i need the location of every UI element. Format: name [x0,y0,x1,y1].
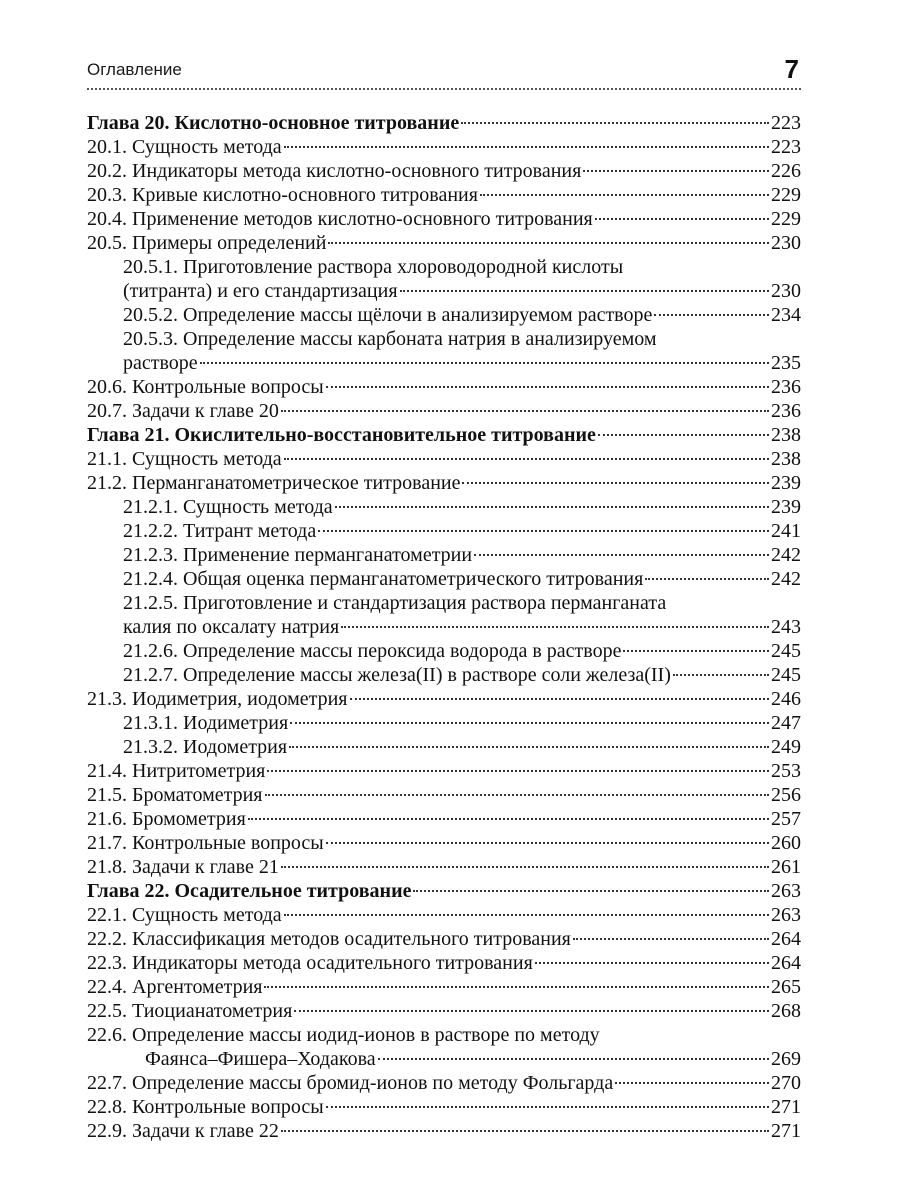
leader-dots [265,794,770,796]
toc-title: 21.2.2. Титрант метода [123,520,317,542]
toc-title: 22.6. Определение массы иодид-ионов в растворе по методу [87,1024,600,1046]
toc-title: 20.2. Индикаторы метода кислотно-основного титрования [87,160,582,182]
toc-title: 21.6. Бромометрия [87,808,246,830]
toc-subsection[interactable] [87,663,801,687]
leader-dots [535,962,769,964]
leader-dots [341,626,769,628]
toc-page: 236 [771,400,801,422]
toc-subsection[interactable] [87,639,801,663]
toc-subsection[interactable] [87,495,801,519]
toc-title: 22.7. Определение массы бромид-ионов по методу Фольгарда [87,1072,614,1094]
toc-page: 223 [771,136,801,158]
toc-section[interactable] [87,759,801,783]
toc-section[interactable] [87,927,801,951]
toc-title: 21.3.2. Иодометрия [123,736,288,758]
leader-dots [290,722,769,724]
leader-dots [294,1010,769,1012]
leader-dots [378,1058,769,1060]
toc-title: 21.5. Броматометрия [87,784,263,806]
leader-dots [462,482,769,484]
toc-page: 234 [771,304,801,326]
leader-dots [284,146,769,148]
toc-section[interactable] [87,231,801,255]
toc-page: 270 [771,1072,801,1094]
toc-page: 235 [771,352,801,374]
toc-section[interactable] [87,687,801,711]
leader-dots [289,746,769,748]
leader-dots [281,410,769,412]
toc-page: 223 [771,112,801,134]
toc-title-continued: Фаянса–Фишера–Ходакова [145,1048,376,1070]
toc-title: 21.7. Контрольные вопросы [87,832,324,854]
toc-section[interactable] [87,975,801,999]
toc-page: 263 [771,880,801,902]
leader-dots [654,314,769,316]
toc-page: 247 [771,712,801,734]
toc-title: 21.2. Перманганатометрическое титрование [87,472,461,494]
toc-page: 243 [771,616,801,638]
toc-title: Глава 22. Осадительное титрование [87,880,412,902]
leader-dots [413,890,769,892]
toc-title-continued: (титранта) и его стандартизация [123,280,398,302]
toc-page: 265 [771,976,801,998]
leader-dots [200,362,769,364]
leader-dots [284,914,769,916]
toc-page: 253 [771,760,801,782]
toc-title: 21.2.1. Сущность метода [123,496,333,518]
toc-page: 238 [771,448,801,470]
toc-page: 241 [771,520,801,542]
leader-dots [248,818,769,820]
toc-page: 264 [771,928,801,950]
toc-title: 20.1. Сущность метода [87,136,282,158]
toc-section[interactable] [87,807,801,831]
toc-title: 21.2.4. Общая оценка перманганатометрического титрования [123,568,644,590]
toc-section[interactable] [87,207,801,231]
toc-page: 238 [771,424,801,446]
toc-section[interactable] [87,159,801,183]
toc-section[interactable] [87,1023,801,1071]
toc-section[interactable] [87,999,801,1023]
toc-section[interactable] [87,183,801,207]
toc-section[interactable] [87,1071,801,1095]
toc-title-continued: калия по оксалату натрия [123,616,340,638]
leader-dots [335,506,769,508]
toc-page: 261 [771,856,801,878]
toc-page: 226 [771,160,801,182]
toc-page: 242 [771,568,801,590]
toc-section[interactable] [87,399,801,423]
leader-dots [573,938,769,940]
toc-title: 22.8. Контрольные вопросы [87,1096,324,1118]
toc-title: 21.2.6. Определение массы пероксида водорода в растворе [123,640,622,662]
toc-page: 257 [771,808,801,830]
toc-chapter[interactable] [87,879,801,903]
toc-section[interactable] [87,471,801,495]
toc-page: 249 [771,736,801,758]
leader-dots [326,386,769,388]
leader-dots [461,122,769,124]
leader-dots [645,578,769,580]
toc-section[interactable] [87,951,801,975]
toc-subsection[interactable] [87,519,801,543]
leader-dots [326,842,769,844]
toc-page: 230 [771,232,801,254]
toc-title: 20.3. Кривые кислотно-основного титрования [87,184,478,206]
toc-subsection[interactable] [87,591,801,639]
toc-subsection[interactable] [87,711,801,735]
leader-dots [598,434,769,436]
leader-dots [673,674,769,676]
leader-dots [284,458,769,460]
toc-title: 22.4. Аргентометрия [87,976,263,998]
toc-section[interactable] [87,447,801,471]
toc-subsection[interactable] [87,303,801,327]
toc-section[interactable] [87,1119,801,1143]
toc-page: 245 [771,664,801,686]
toc-title: 20.7. Задачи к главе 20 [87,400,279,422]
toc-title: 20.5.3. Определение массы карбоната натрия в анализируемом [123,328,657,350]
toc-page: 271 [771,1120,801,1142]
toc-title: 20.5.2. Определение массы щёлочи в анализируемом растворе [123,304,653,326]
toc-title: 21.1. Сущность метода [87,448,282,470]
leader-dots [400,290,769,292]
toc-page: 263 [771,904,801,926]
leader-dots [595,218,769,220]
toc-title: 22.9. Задачи к главе 22 [87,1120,279,1142]
toc-title: Глава 21. Окислительно-восстановительное титрование [87,424,596,446]
leader-dots [318,530,769,532]
leader-dots [350,698,769,700]
toc-page: 229 [771,184,801,206]
leader-dots [480,194,769,196]
toc-title: 22.2. Классификация методов осадительного титрования [87,928,571,950]
toc-section[interactable] [87,855,801,879]
toc-page: 236 [771,376,801,398]
toc-section[interactable] [87,135,801,159]
toc-title: 21.2.5. Приготовление и стандартизация раствора перманганата [123,592,667,614]
toc-page: 268 [771,1000,801,1022]
page-header [87,54,801,88]
toc-title: 20.6. Контрольные вопросы [87,376,324,398]
toc-title: 20.5.1. Приготовление раствора хлороводородной кислоты [123,256,624,278]
table-of-contents [87,111,801,1143]
toc-section[interactable] [87,903,801,927]
toc-title: 22.1. Сущность метода [87,904,282,926]
toc-subsection[interactable] [87,543,801,567]
leader-dots [474,554,769,556]
toc-page: 256 [771,784,801,806]
toc-page: 269 [771,1048,801,1070]
leader-dots [264,986,769,988]
toc-title: 22.5. Тиоцианатометрия [87,1000,293,1022]
running-head: Оглавление [87,60,182,79]
toc-title: 21.3. Иодиметрия, иодометрия [87,688,348,710]
toc-title: 21.3.1. Иодиметрия [123,712,289,734]
toc-title: 21.8. Задачи к главе 21 [87,856,279,878]
toc-title: 21.2.7. Определение массы железа(II) в растворе соли железа(II) [123,664,671,686]
header-divider [87,88,801,90]
leader-dots [623,650,769,652]
toc-subsection[interactable] [87,327,801,375]
toc-title: 22.3. Индикаторы метода осадительного титрования [87,952,533,974]
leader-dots [328,242,769,244]
leader-dots [281,1130,769,1132]
leader-dots [326,1106,769,1108]
toc-page: 229 [771,208,801,230]
toc-title: 20.5. Примеры определений [87,232,327,254]
toc-page: 246 [771,688,801,710]
toc-subsection[interactable] [87,567,801,591]
toc-chapter[interactable] [87,423,801,447]
toc-page: 230 [771,280,801,302]
toc-title: 21.4. Нитритометрия [87,760,266,782]
leader-dots [615,1082,769,1084]
leader-dots [281,866,769,868]
toc-subsection[interactable] [87,735,801,759]
toc-title-continued: растворе [123,352,198,374]
toc-title: 21.2.3. Применение перманганатометрии [123,544,473,566]
toc-section[interactable] [87,783,801,807]
toc-title: 20.4. Применение методов кислотно-основного титрования [87,208,593,230]
toc-section[interactable] [87,1095,801,1119]
leader-dots [267,770,769,772]
toc-title: Глава 20. Кислотно-основное титрование [87,112,460,134]
toc-page: 271 [771,1096,801,1118]
toc-page: 239 [771,472,801,494]
toc-page: 260 [771,832,801,854]
toc-page: 264 [771,952,801,974]
toc-page: 242 [771,544,801,566]
toc-subsection[interactable] [87,255,801,303]
page-number: 7 [784,54,799,84]
leader-dots [583,170,769,172]
toc-page: 239 [771,496,801,518]
toc-page: 245 [771,640,801,662]
toc-section[interactable] [87,831,801,855]
toc-section[interactable] [87,375,801,399]
toc-chapter[interactable] [87,111,801,135]
